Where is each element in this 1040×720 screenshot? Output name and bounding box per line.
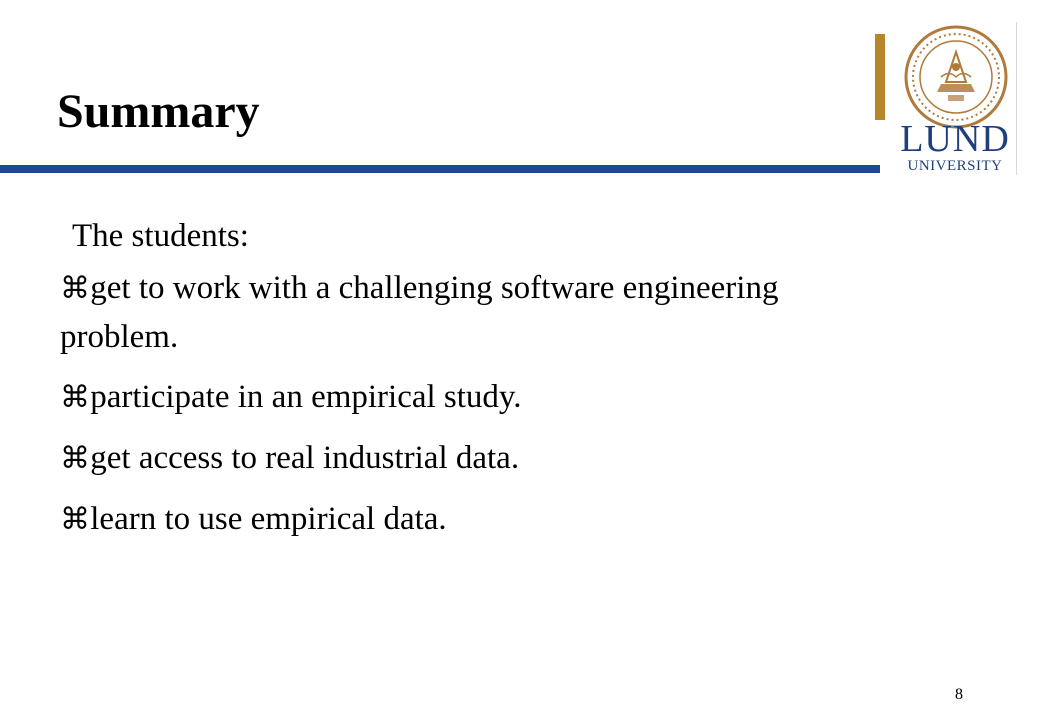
intro-text: The students: xyxy=(72,218,249,254)
university-seal-icon xyxy=(901,22,1011,132)
bullet-item xyxy=(60,373,840,422)
bullet-text: get to work with a challenging software engineering problem. xyxy=(60,270,779,355)
command-key-icon: ⌘ xyxy=(60,381,90,414)
accent-bar xyxy=(875,34,885,120)
bullet-text: participate in an empirical study. xyxy=(90,379,522,415)
logo-divider xyxy=(1016,22,1017,175)
bullet-item xyxy=(60,264,840,361)
bullet-text: get access to real industrial data. xyxy=(90,440,520,476)
bullet-text: learn to use empirical data. xyxy=(90,501,447,537)
command-key-icon: ⌘ xyxy=(60,503,90,536)
command-key-icon: ⌘ xyxy=(60,442,90,475)
title-underline-rule xyxy=(0,165,880,173)
slide-title: Summary xyxy=(57,85,260,138)
slide-body xyxy=(60,212,840,556)
bullet-item xyxy=(60,434,840,483)
page-number: 8 xyxy=(955,686,963,703)
logo-name-primary: LUND xyxy=(900,118,1010,160)
bullet-item xyxy=(60,495,840,544)
command-key-icon: ⌘ xyxy=(60,272,90,305)
logo-name-secondary: UNIVERSITY xyxy=(907,158,1003,174)
university-logo xyxy=(893,22,1017,175)
